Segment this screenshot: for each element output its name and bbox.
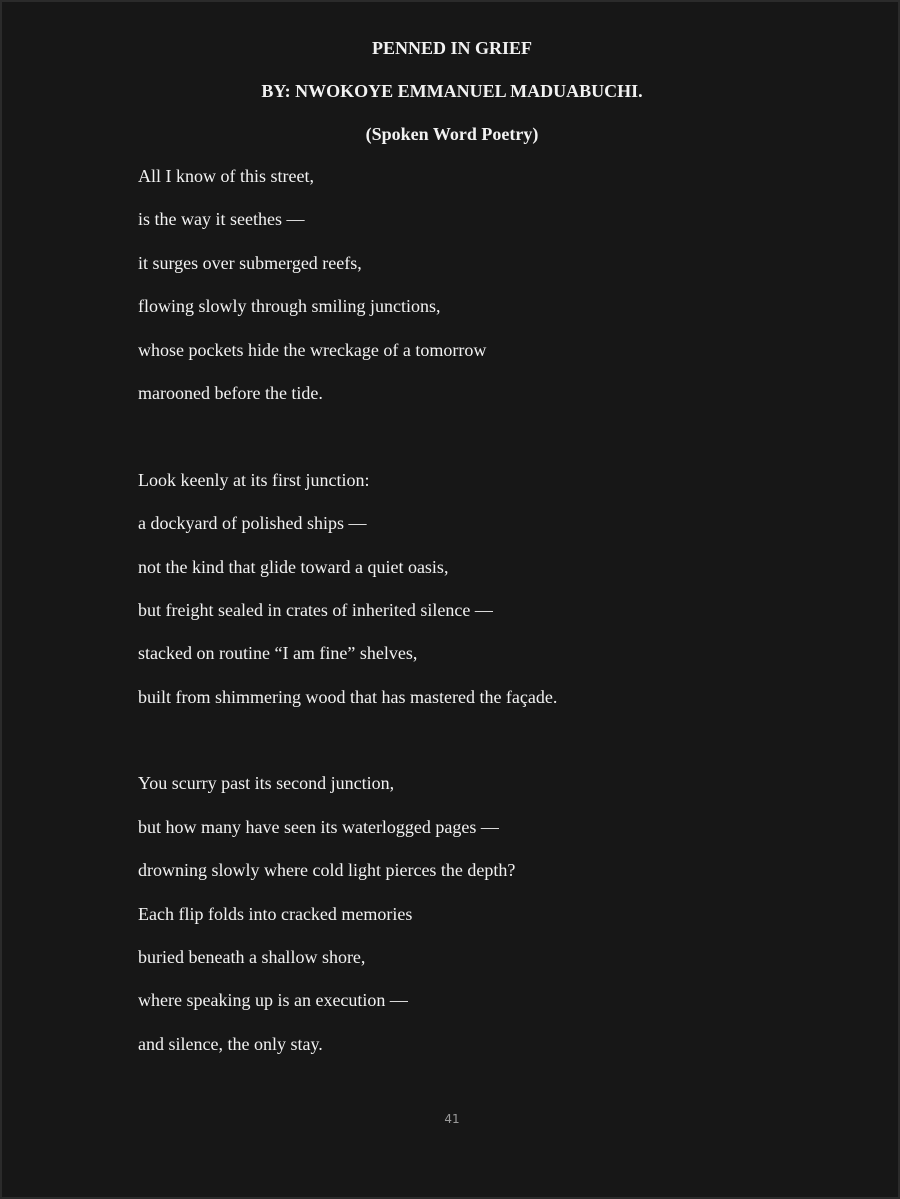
poem-line: but how many have seen its waterlogged pages — [138,816,499,837]
stanza-2 [138,468,838,728]
poem-line: drowning slowly where cold light pierces the depth? [138,860,516,881]
poem-line: flowing slowly through smiling junctions, [138,296,441,317]
poem-line: stacked on routine “I am fine” shelves, [138,643,418,664]
stanza-3 [138,771,838,1075]
poem-body [138,164,838,1075]
stanza-break [138,424,838,467]
poem-line: a dockyard of polished ships — [138,513,367,534]
poem-line: buried beneath a shallow shore, [138,947,366,968]
poem-line: You scurry past its second junction, [138,773,395,794]
poem-line: whose pockets hide the wreckage of a tomorrow [138,339,487,360]
page-number: 41 [444,1112,460,1126]
poem-line: built from shimmering wood that has mastered the façade. [138,686,558,707]
poem-line: is the way it seethes — [138,209,305,230]
poem-line: but freight sealed in crates of inherited silence — [138,599,493,620]
stanza-1 [138,164,838,424]
poem-line: not the kind that glide toward a quiet oasis, [138,556,449,577]
poem-line: it surges over submerged reefs, [138,252,362,273]
poem-line: where speaking up is an execution — [138,990,408,1011]
poem-line: Each flip folds into cracked memories [138,903,413,924]
author-byline: BY: NWOKOYE EMMANUEL MADUABUCHI. [261,81,643,101]
poem-line: All I know of this street, [138,166,314,186]
poem-line: marooned before the tide. [138,382,323,403]
stanza-break [138,728,838,771]
poem-title: PENNED IN GRIEF [371,38,532,58]
genre-subtitle: (Spoken Word Poetry) [365,124,539,144]
poem-line: Look keenly at its first junction: [138,469,370,490]
poem-line: and silence, the only stay. [138,1033,323,1054]
